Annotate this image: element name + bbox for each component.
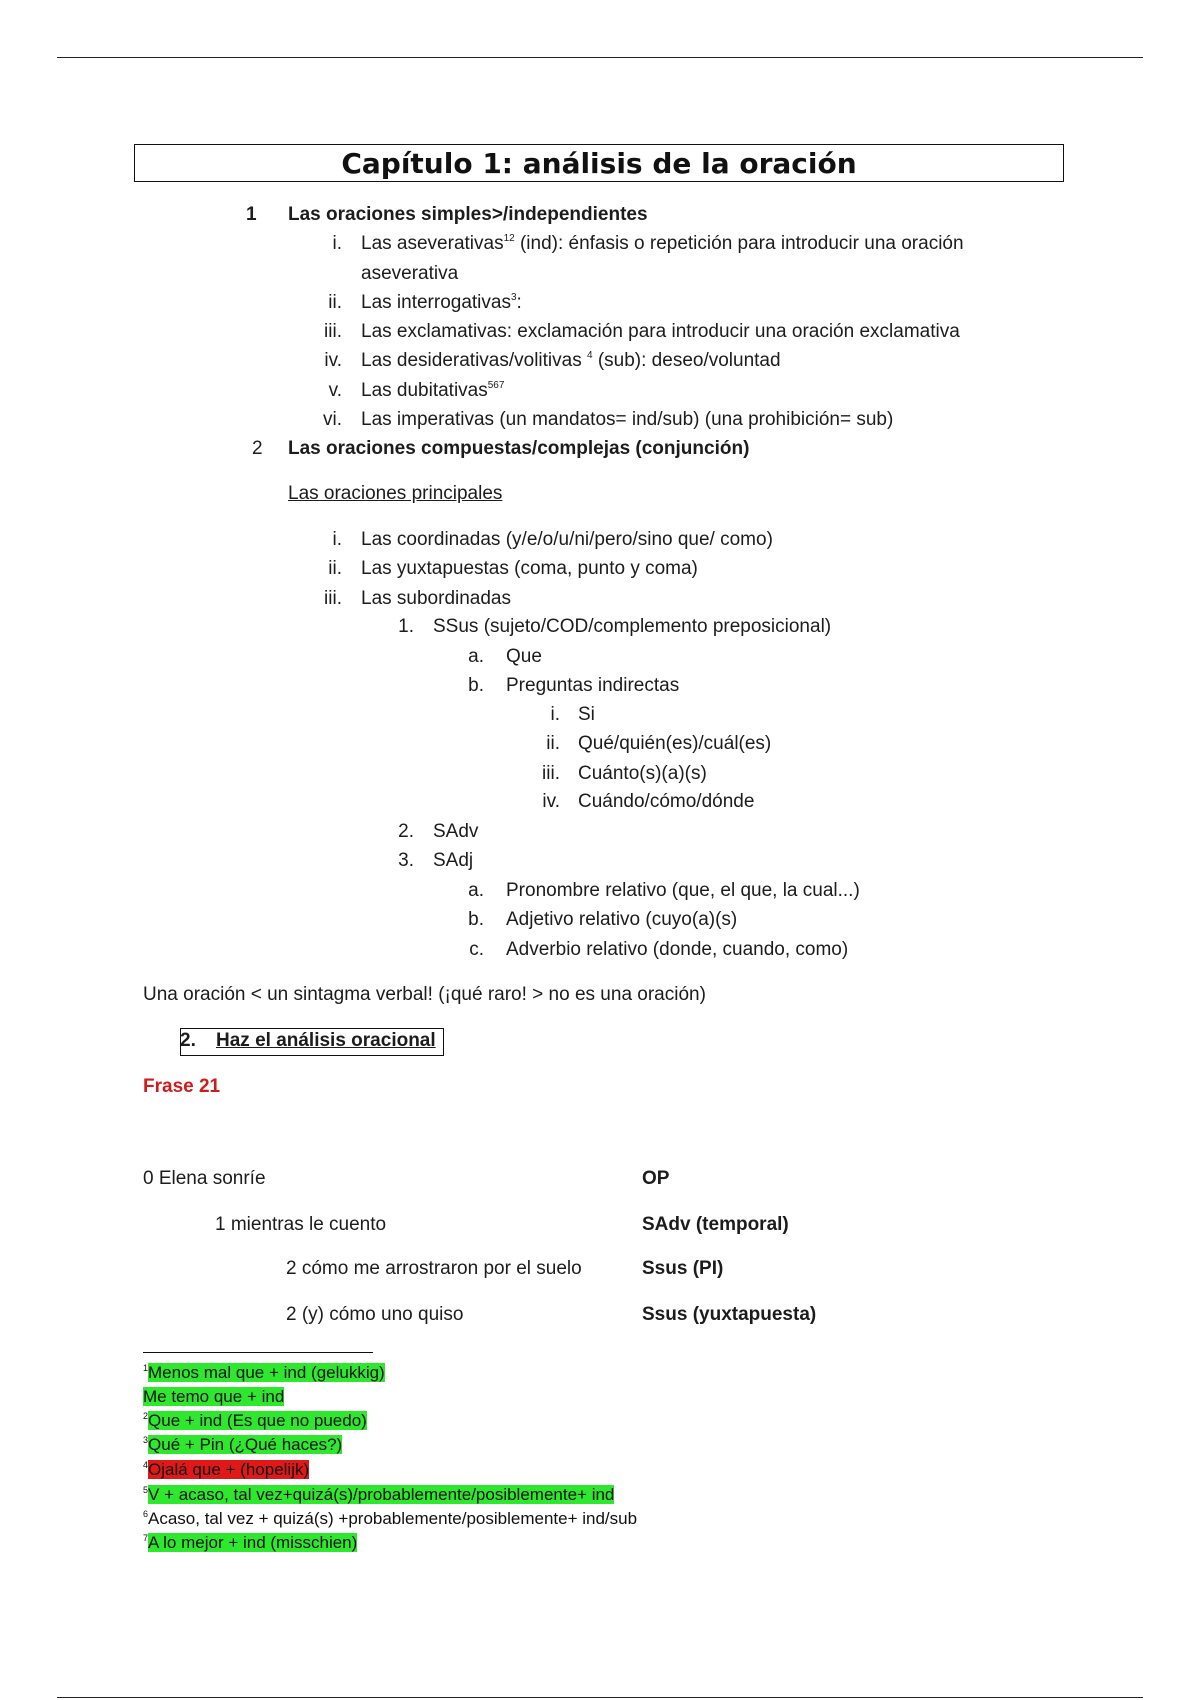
list-marker: b.	[468, 675, 484, 696]
analysis-right: OP	[642, 1168, 670, 1189]
list-item-interrogativas: Las interrogativas$^3$:	[361, 292, 522, 313]
section-1-heading: Las oraciones simples>/independientes	[288, 204, 648, 225]
list-marker: v.	[328, 380, 342, 401]
list-item-subordinadas: Las subordinadas	[361, 588, 511, 609]
list-item-si: Si	[578, 704, 595, 725]
footnote-1: $^1$Menos mal que + ind (gelukkig)	[143, 1363, 385, 1382]
list-item-sadj: SAdj	[433, 850, 474, 871]
list-item-yuxtapuestas: Las yuxtapuestas (coma, punto y coma)	[361, 558, 698, 579]
list-marker: a.	[468, 880, 484, 901]
list-item-pronombre-relativo: Pronombre relativo (que, el que, la cual...)	[506, 880, 860, 901]
footnote-2: $^2$Que + ind (Es que no puedo)	[143, 1411, 367, 1430]
list-item-que-quien-cual: Qué/quién(es)/cuál(es)	[578, 733, 772, 754]
list-marker: i.	[332, 529, 342, 550]
footer-rule	[57, 1697, 1143, 1698]
list-marker: iii.	[542, 763, 560, 784]
header-rule	[57, 57, 1143, 58]
list-item-cuando-como-donde: Cuándo/cómo/dónde	[578, 791, 755, 812]
list-item-adverbio-relativo: Adverbio relativo (donde, cuando, como)	[506, 939, 849, 960]
exercise-number: 2.	[180, 1030, 196, 1051]
list-item-aseverativas-cont: aseverativa	[361, 263, 459, 284]
footnote-separator	[143, 1352, 373, 1353]
footnote-4: $^4$Ojalá que + (hopelijk)	[143, 1460, 310, 1479]
list-item-aseverativas: Las aseverativas$^{12}$ (ind): énfasis o repetición para introducir una oración	[361, 233, 964, 254]
list-item-desiderativas: Las desiderativas/volitivas $^4$ (sub): deseo/voluntad	[361, 350, 781, 371]
list-item-imperativas: Las imperativas (un mandatos= ind/sub) (una prohibición= sub)	[361, 409, 894, 430]
list-marker: 2.	[398, 821, 414, 842]
footnote-7: $^7$A lo mejor + ind (misschien)	[143, 1533, 358, 1552]
list-marker: iii.	[324, 321, 342, 342]
list-marker: iii.	[324, 588, 342, 609]
analysis-right: Ssus (PI)	[642, 1258, 724, 1279]
analysis-left: 1 mientras le cuento	[215, 1214, 387, 1235]
list-marker: ii.	[328, 558, 342, 579]
list-marker: a.	[468, 646, 484, 667]
section-2-heading: Las oraciones compuestas/complejas (conjunción)	[288, 438, 750, 459]
exercise-heading: Haz el análisis oracional	[216, 1030, 436, 1051]
list-item-cuanto: Cuánto(s)(a)(s)	[578, 763, 707, 784]
footnote-3: $^3$Qué + Pin (¿Qué haces?)	[143, 1435, 343, 1454]
list-item-preguntas-indirectas: Preguntas indirectas	[506, 675, 680, 696]
list-item-ssus: SSus (sujeto/COD/complemento preposicional)	[433, 616, 832, 637]
list-marker: i.	[332, 233, 342, 254]
list-marker: i.	[550, 704, 560, 725]
analysis-left: 2 cómo me arrostraron por el suelo	[286, 1258, 582, 1279]
analysis-right: Ssus (yuxtapuesta)	[642, 1304, 817, 1325]
list-marker: ii.	[328, 292, 342, 313]
analysis-right: SAdv (temporal)	[642, 1214, 789, 1235]
footnote-6: $^6$Acaso, tal vez + quizá(s) +probablemente/posiblemente+ ind/sub	[143, 1509, 638, 1528]
footnote-5: $^5$V + acaso, tal vez+quizá(s)/probablemente/posiblemente+ ind	[143, 1485, 615, 1504]
list-item-dubitativas: Las dubitativas$^{567}$	[361, 380, 505, 401]
list-item-exclamativas: Las exclamativas: exclamación para introducir una oración exclamativa	[361, 321, 960, 342]
analysis-left: 2 (y) cómo uno quiso	[286, 1304, 464, 1325]
list-marker: iv.	[542, 791, 560, 812]
section-1-number: 1	[246, 204, 257, 225]
note-text: Una oración < un sintagma verbal! (¡qué raro! > no es una oración)	[143, 984, 706, 1005]
list-marker: iv.	[324, 350, 342, 371]
list-marker: vi.	[323, 409, 342, 430]
list-marker: b.	[468, 909, 484, 930]
list-marker: 3.	[398, 850, 414, 871]
section-2-number: 2	[252, 438, 263, 459]
list-item-que: Que	[506, 646, 542, 667]
footnote-1b: Me temo que + ind	[143, 1387, 285, 1406]
list-item-sadv: SAdv	[433, 821, 479, 842]
chapter-title: Capítulo 1: análisis de la oración	[341, 146, 857, 180]
chapter-title-box	[134, 144, 1064, 182]
list-item-adjetivo-relativo: Adjetivo relativo (cuyo(a)(s)	[506, 909, 738, 930]
frase-label: Frase 21	[143, 1076, 221, 1097]
list-marker: ii.	[546, 733, 560, 754]
list-item-coordinadas: Las coordinadas (y/e/o/u/ni/pero/sino que/ como)	[361, 529, 773, 550]
section-2-subheading: Las oraciones principales	[288, 483, 503, 504]
list-marker: 1.	[398, 616, 414, 637]
analysis-left: 0 Elena sonríe	[143, 1168, 266, 1189]
list-marker: c.	[469, 939, 484, 960]
